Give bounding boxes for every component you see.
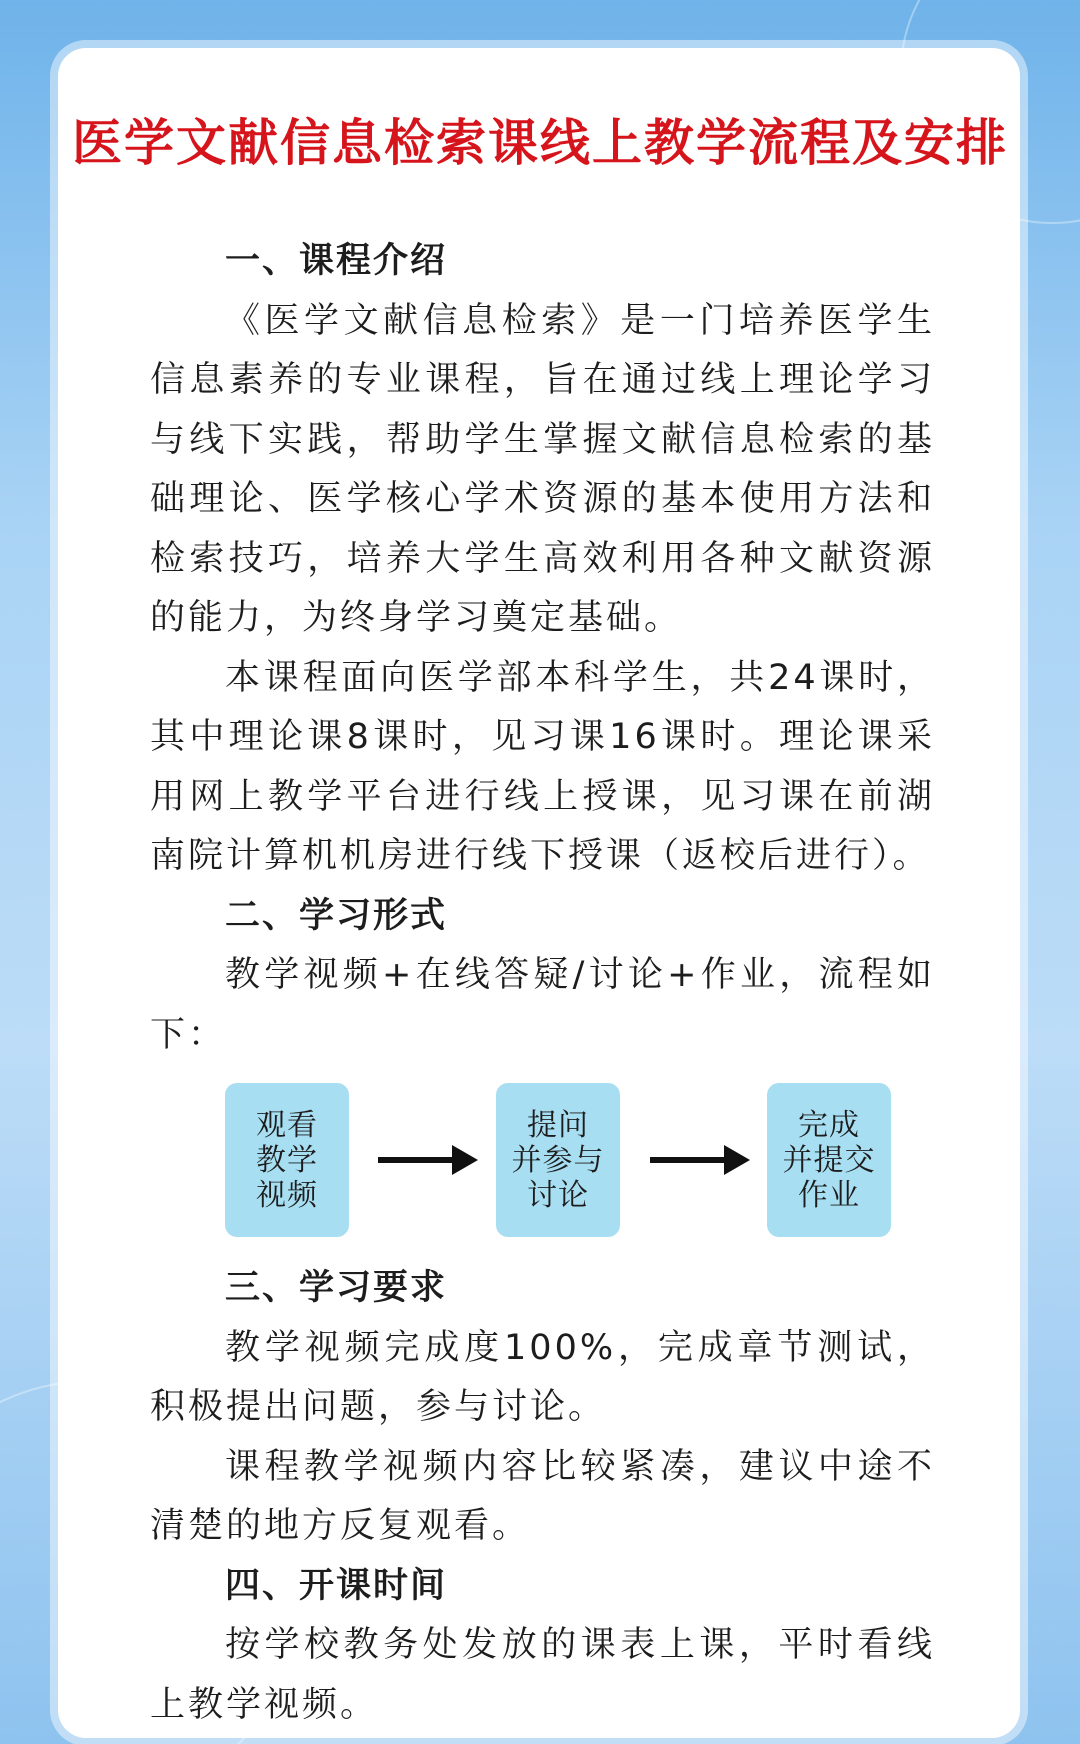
arrow-right-icon: [378, 1145, 478, 1175]
section-learning-format: [150, 887, 935, 1252]
paragraph: 本课程面向医学部本科学生，共24课时，其中理论课8课时，见习课16课时。理论课采用网上教学平台进行线上授课，见习课在前湖南院计算机机房进行线下授课（返校后进行）。: [150, 657, 935, 876]
flow-step-line: 提问: [527, 1107, 589, 1143]
document-body: [150, 232, 935, 1735]
section-learning-requirements: [150, 1259, 935, 1557]
flow-step-line: 并参与: [511, 1142, 605, 1178]
flow-diagram: [150, 1071, 935, 1251]
flow-step-ask-discuss: [496, 1083, 620, 1237]
flow-step-line: 作业: [798, 1177, 860, 1213]
flow-step-line: 视频: [256, 1177, 318, 1213]
flow-step-line: 完成: [798, 1107, 860, 1143]
flow-step-submit-homework: [767, 1083, 891, 1237]
flow-step-line: 观看: [256, 1107, 318, 1143]
flow-step-watch-video: [225, 1083, 349, 1237]
paragraph: 《医学文献信息检索》是一门培养医学生信息素养的专业课程，旨在通过线上理论学习与线下实践，帮助学生掌握文献信息检索的基础理论、医学核心学术资源的基本使用方法和检索技巧，培养大学生高效利用各种文献资源的能力，为终身学习奠定基础。: [150, 300, 935, 638]
flow-step-line: 教学: [256, 1142, 318, 1178]
section-heading: 二、学习形式: [225, 895, 448, 936]
paragraph: 教学视频+在线答疑/讨论+作业，流程如下：: [150, 955, 935, 1055]
section-course-intro: [150, 232, 935, 887]
paragraph: 课程教学视频内容比较紧凑，建议中途不清楚的地方反复观看。: [150, 1446, 935, 1546]
section-schedule: [150, 1557, 935, 1736]
paragraph: 按学校教务处发放的课表上课，平时看线上教学视频。: [150, 1625, 935, 1725]
flow-step-line: 讨论: [527, 1177, 589, 1213]
flow-step-line: 并提交: [782, 1142, 876, 1178]
arrow-right-icon: [650, 1145, 750, 1175]
section-heading: 一、课程介绍: [225, 241, 448, 281]
section-heading: 四、开课时间: [225, 1565, 448, 1606]
section-heading: 三、学习要求: [225, 1268, 448, 1308]
page-title: 医学文献信息检索课线上教学流程及安排: [72, 114, 1008, 172]
paragraph: 教学视频完成度100%，完成章节测试，积极提出问题，参与讨论。: [150, 1327, 935, 1427]
